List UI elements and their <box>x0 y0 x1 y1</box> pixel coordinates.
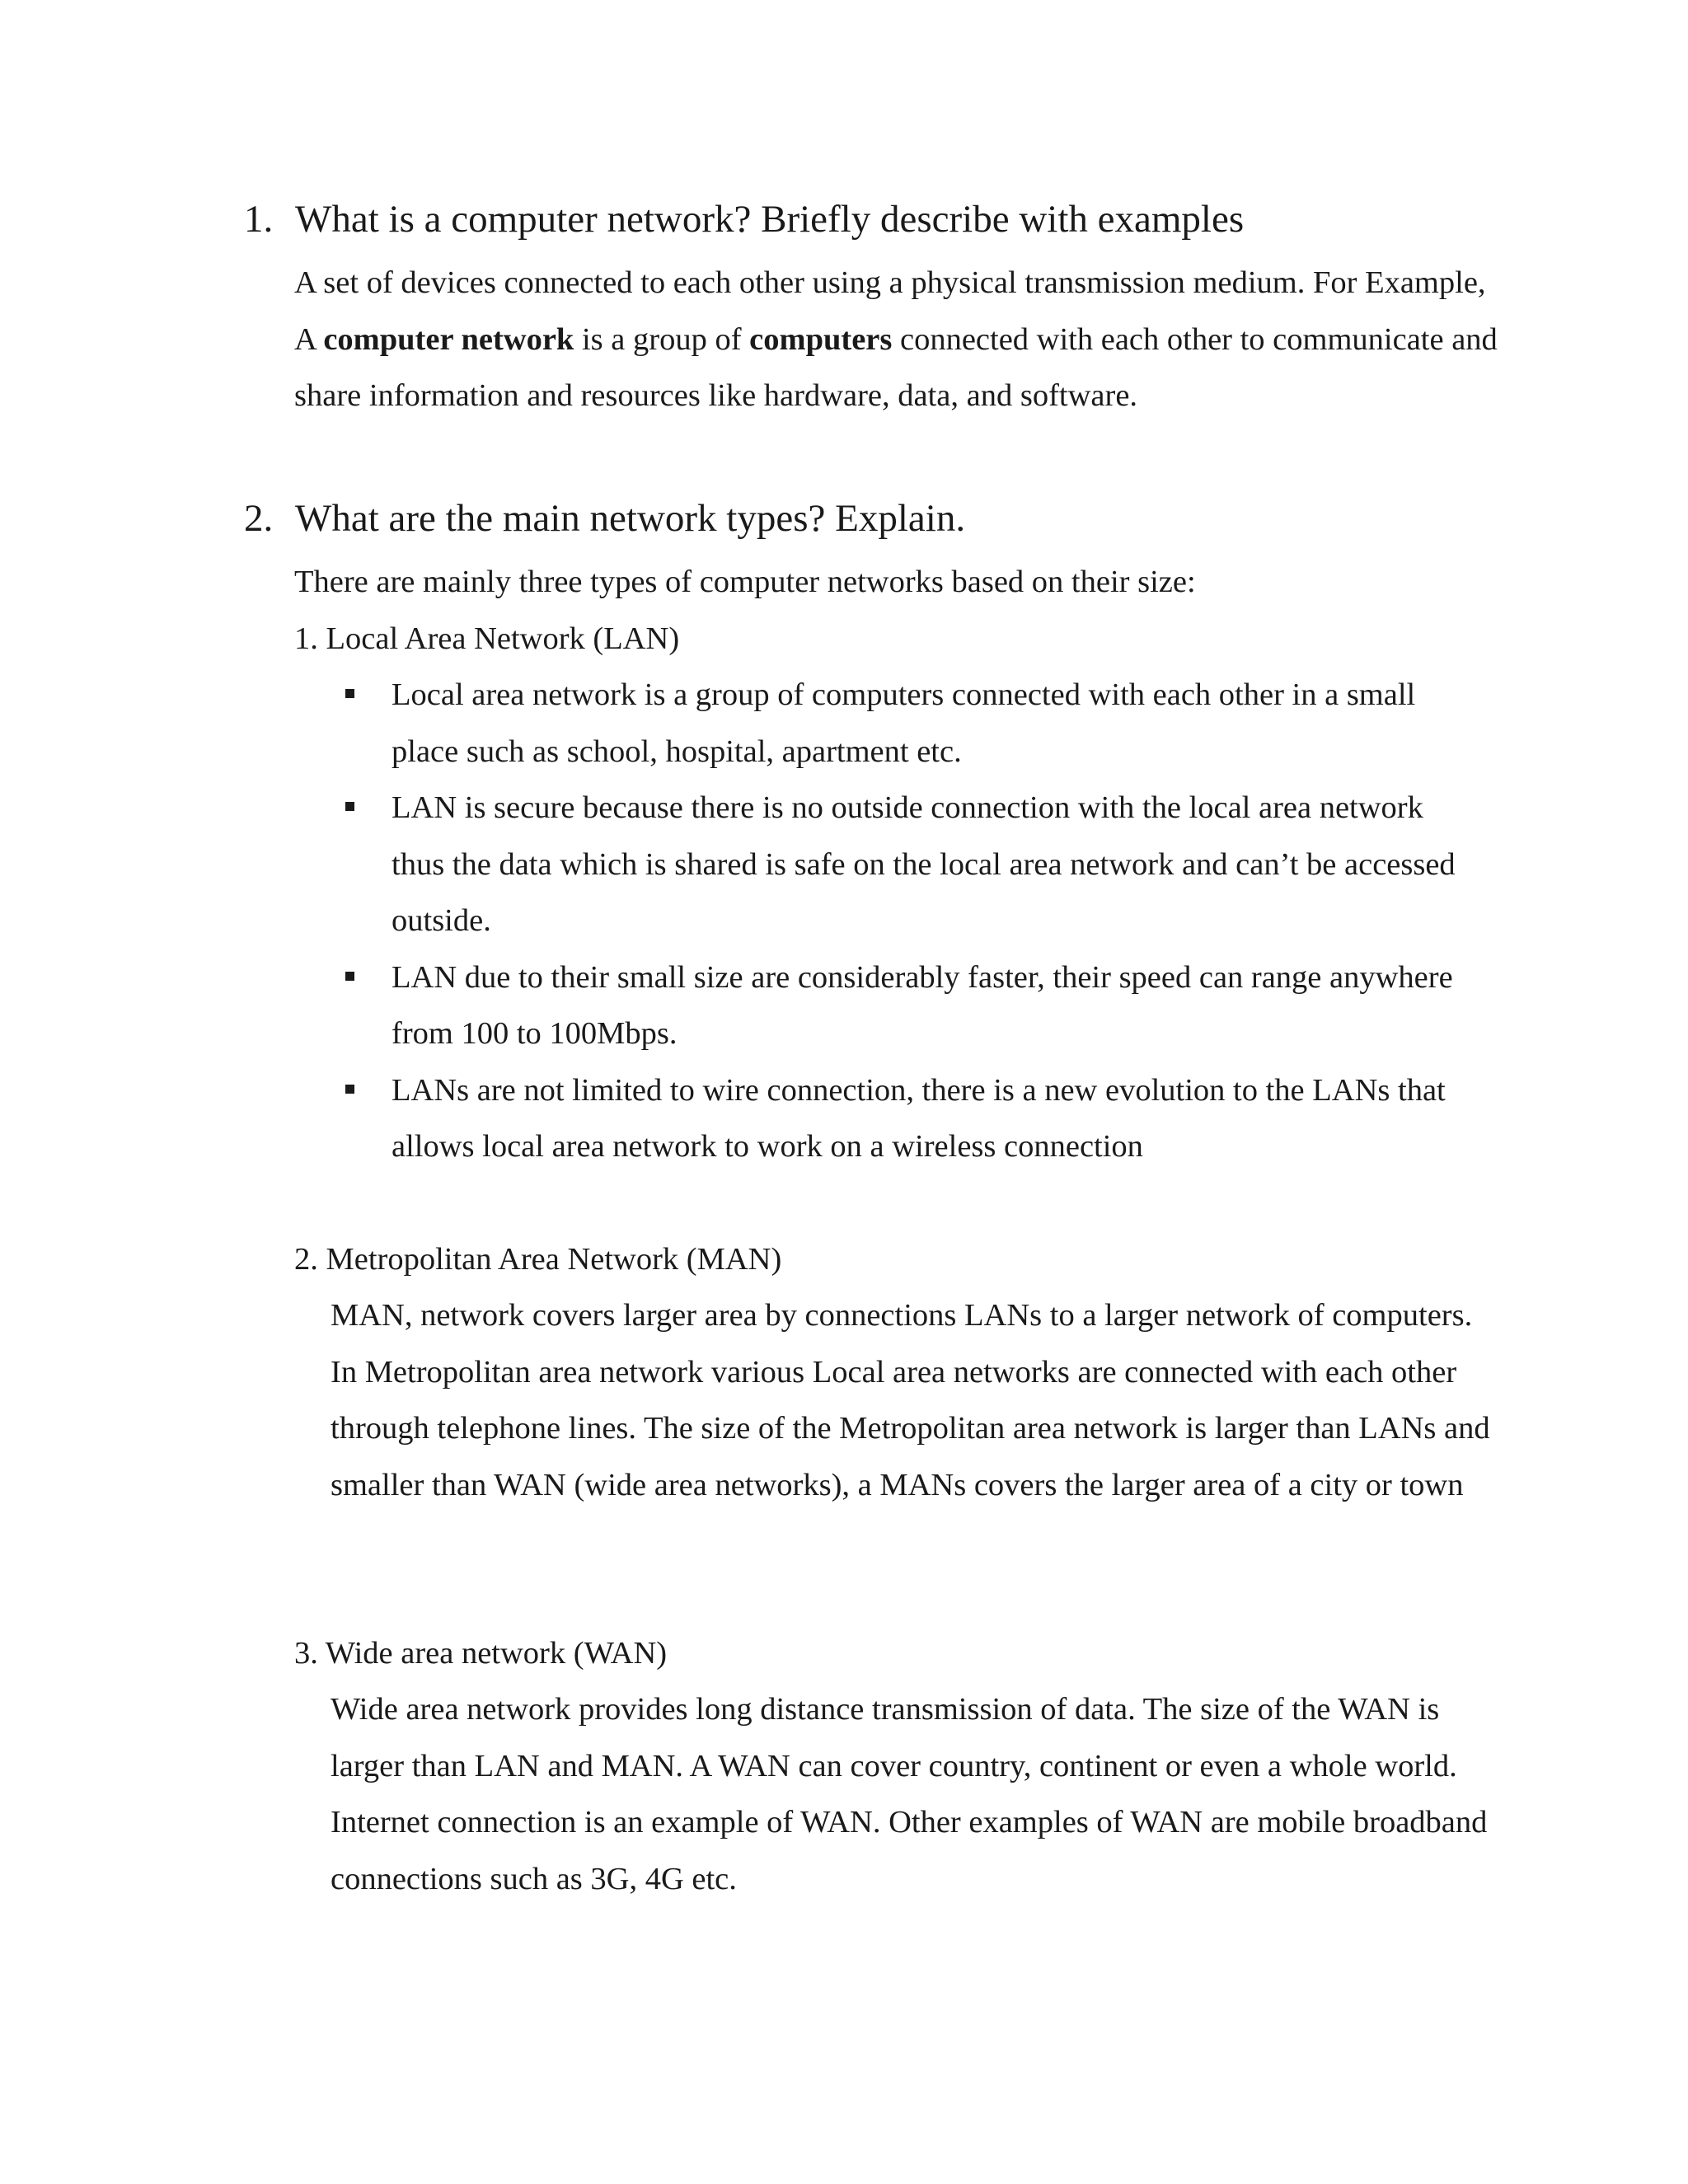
bold-term-computer-network: computer network <box>323 321 574 357</box>
answer-1-text-part-2: is a group of <box>574 321 750 357</box>
wan-heading: 3. Wide area network (WAN) <box>294 1636 668 1671</box>
wan-description: Wide area network provides long distance transmission of data. The size of the WAN is larger than LAN and MAN. A WAN can cover country, continent or even a whole world. Internet connection is an example of WAN. Other examples of WAN are mobile broadband connections such as 3G, 4G etc. <box>331 1692 1488 1896</box>
square-bullet-icon <box>345 802 354 811</box>
lan-heading: 1. Local Area Network (LAN) <box>294 621 680 656</box>
list-item <box>0 667 1479 780</box>
man-heading: 2. Metropolitan Area Network (MAN) <box>294 1242 782 1277</box>
square-bullet-icon <box>345 689 354 698</box>
answer-1-text-part-3: connected with each other to communicate and share information and resources like hardware, data, and software. <box>294 321 1498 413</box>
answer-1-text-part-1: A set of devices connected to each other using a physical transmission medium. For Example, A <box>294 265 1486 357</box>
square-bullet-icon <box>345 1085 354 1094</box>
question-2-title: What are the main network types? Explain. <box>295 497 966 540</box>
question-2-number: 2. <box>244 497 274 540</box>
list-item <box>0 1062 1479 1175</box>
lan-bullet-text: Local area network is a group of computers connected with each other in a small place such as school, hospital, apartment etc. <box>392 677 1416 769</box>
question-1-number: 1. <box>244 198 274 241</box>
square-bullet-icon <box>345 972 354 981</box>
lan-bullet-text: LANs are not limited to wire connection, there is a new evolution to the LANs that allows local area network to work on a wireless connection <box>392 1072 1446 1164</box>
question-1-title: What is a computer network? Briefly describe with examples <box>295 198 1245 241</box>
question-1-answer <box>294 255 1498 424</box>
question-2-heading <box>244 495 965 541</box>
man-description: MAN, network covers larger area by connections LANs to a larger network of computers. In Metropolitan area network various Local area networks are connected with each other through telephone lines. The size of the Metropolitan area network is larger than LANs and smaller than WAN (wide area networks), a MANs covers the larger area of a city or town <box>331 1298 1490 1502</box>
lan-bullet-text: LAN is secure because there is no outside connection with the local area network thus the data which is shared is safe on the local area network and can’t be accessed outside. <box>392 790 1456 938</box>
network-types-intro: There are mainly three types of computer networks based on their size: <box>294 565 1196 599</box>
bold-term-computers: computers <box>749 321 893 357</box>
lan-bullet-text: LAN due to their small size are considerably faster, their speed can range anywhere from 100 to 100Mbps. <box>392 959 1453 1051</box>
lan-bullet-list <box>0 667 1688 1175</box>
list-item <box>0 780 1479 949</box>
list-item <box>0 949 1479 1062</box>
question-1-heading <box>244 196 1244 242</box>
